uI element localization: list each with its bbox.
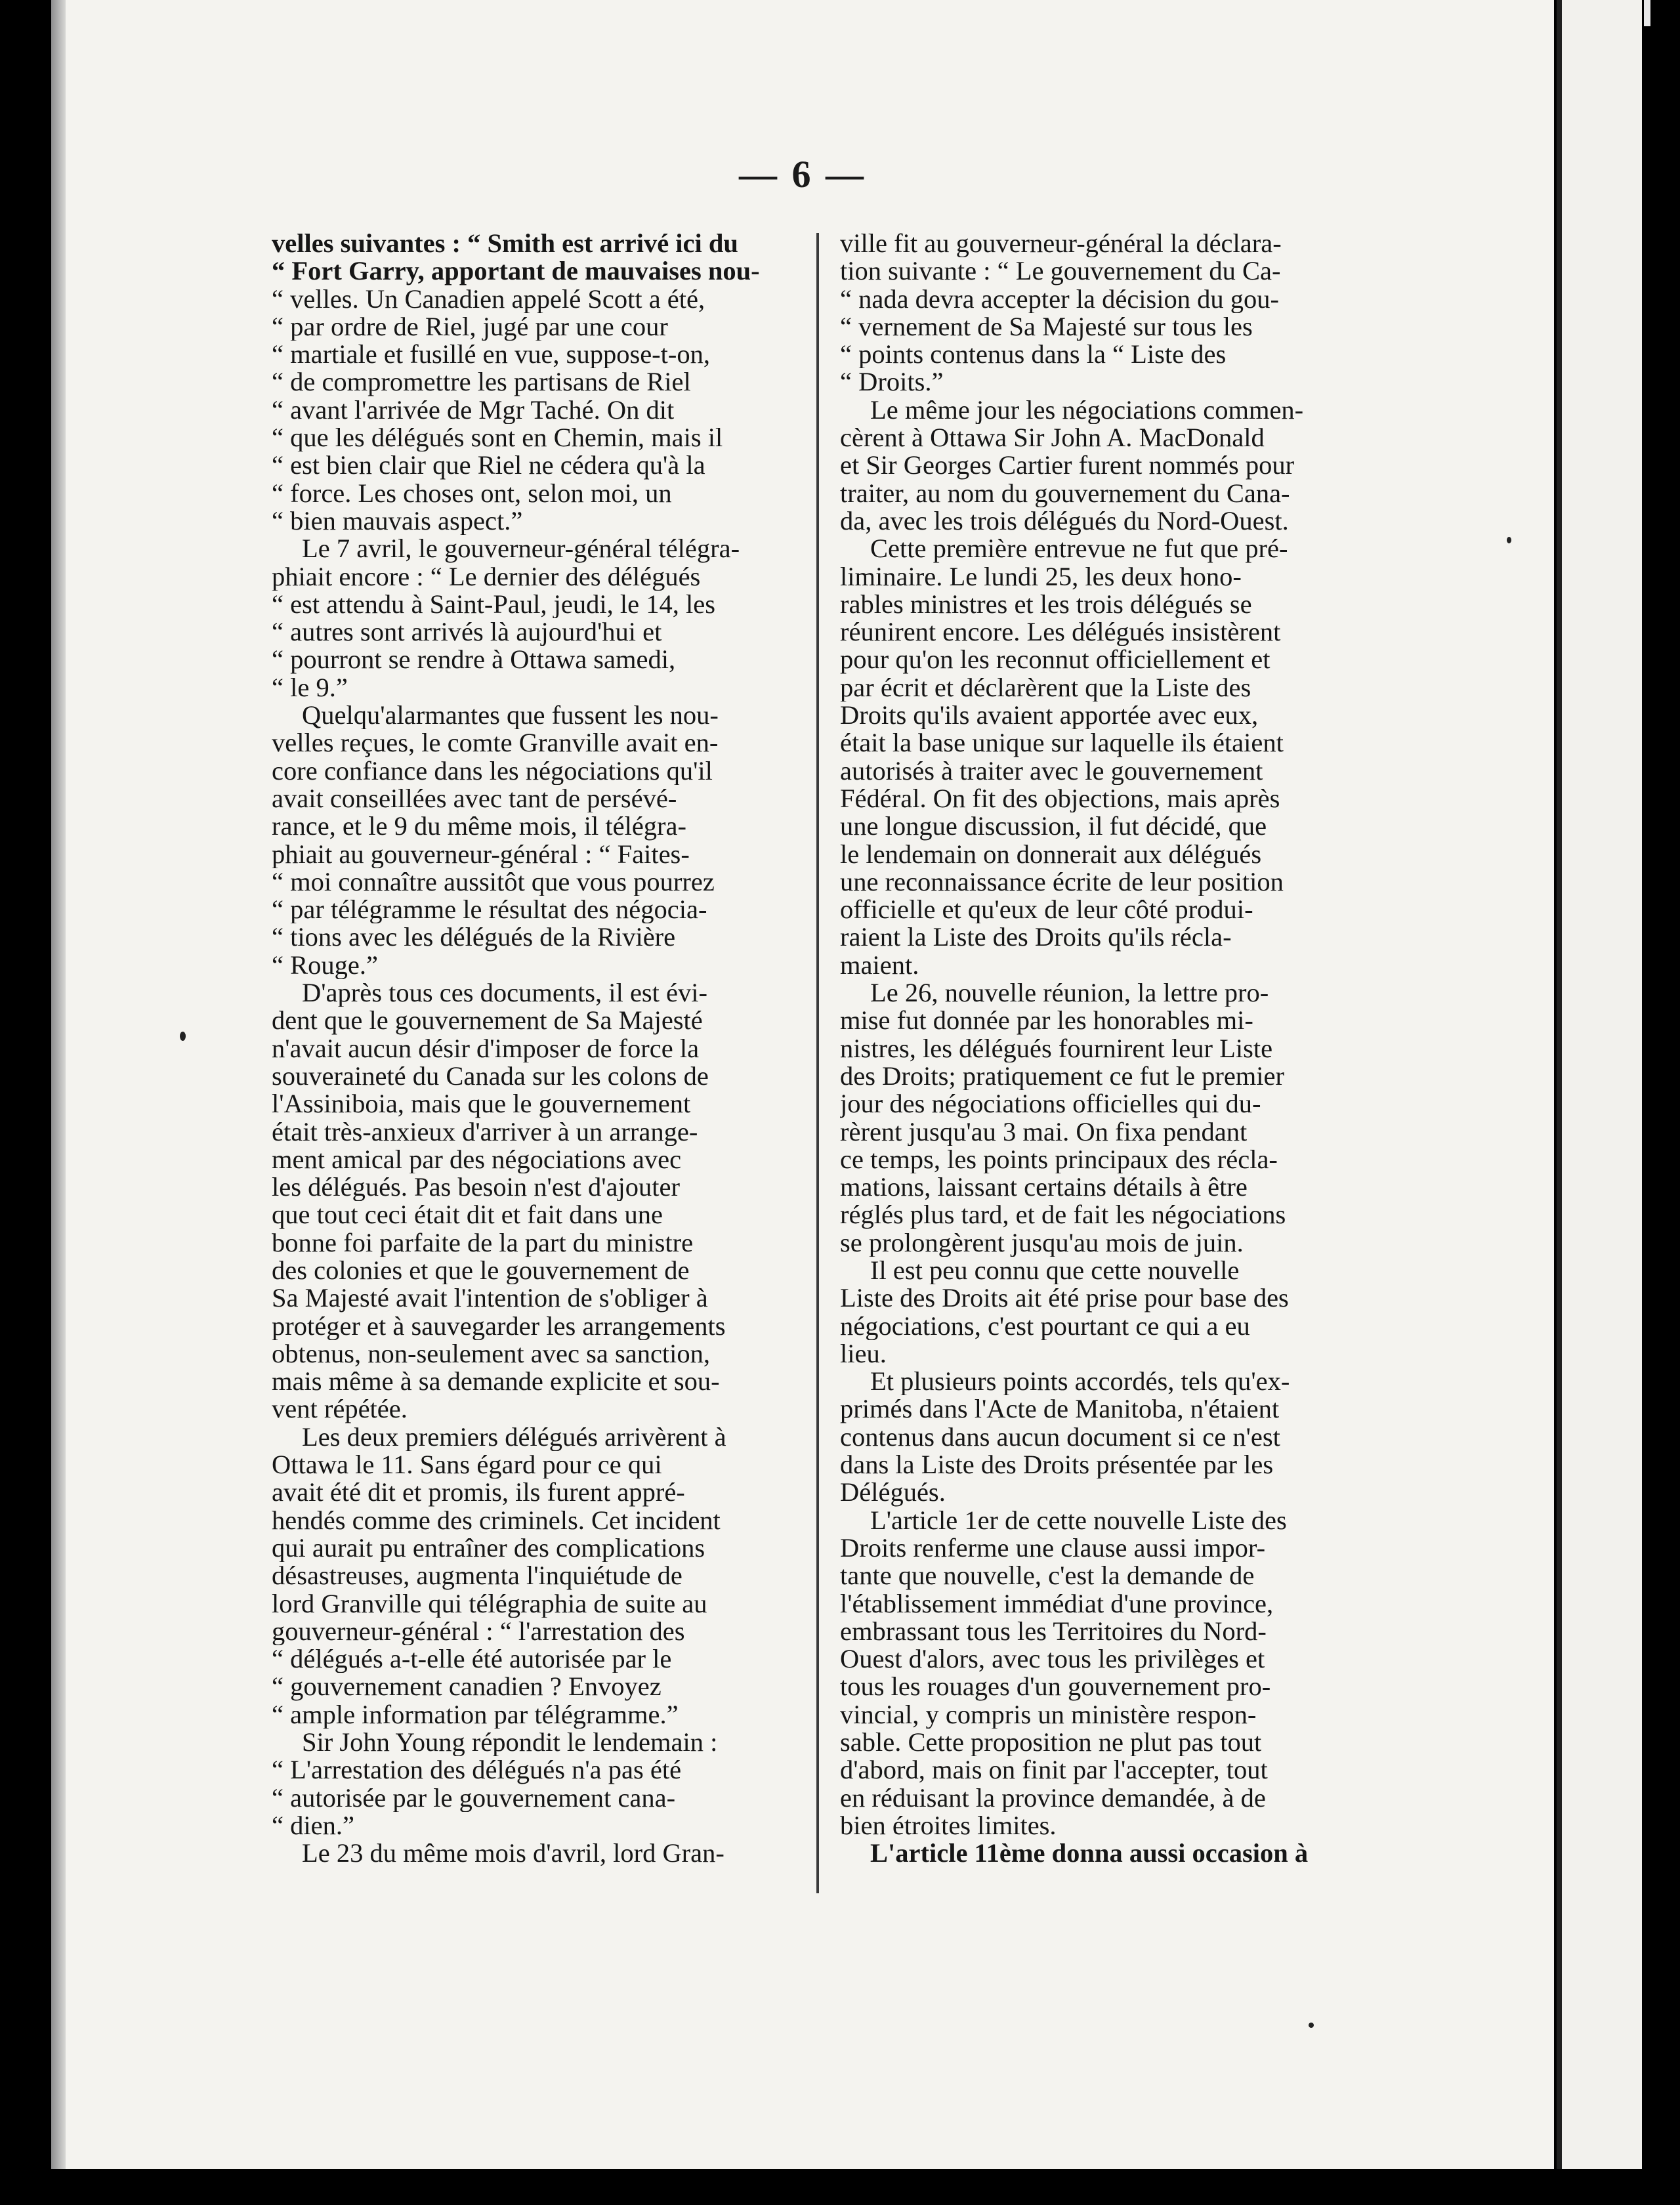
text-line: par écrit et déclarèrent que la Liste des	[840, 673, 1251, 702]
text-line: lieu.	[840, 1339, 887, 1368]
text-line: “ points contenus dans la “ Liste des	[840, 341, 1227, 369]
text-line: l'établissement immédiat d'une province,	[840, 1589, 1274, 1618]
text-line: qui aurait pu entraîner des complications	[272, 1534, 705, 1563]
text-line: et Sir Georges Cartier furent nommés pour	[840, 452, 1295, 480]
text-line: réglés plus tard, et de fait les négociations	[840, 1201, 1286, 1229]
text-line: nistres, les délégués fournirent leur Liste	[840, 1034, 1273, 1062]
text-line: avait été dit et promis, ils furent appré-	[272, 1479, 685, 1507]
text-line: officielle et qu'eux de leur côté produi-	[840, 896, 1253, 924]
text-line: “ par ordre de Riel, jugé par une cour	[272, 312, 668, 341]
text-line: vent répétée.	[272, 1395, 408, 1423]
text-line: cèrent à Ottawa Sir John A. MacDonald	[840, 424, 1265, 452]
text-line: “ force. Les choses ont, selon moi, un	[272, 479, 672, 507]
text-line: “ moi connaître aussitôt que vous pourrez	[272, 868, 715, 896]
ink-speck	[1507, 537, 1511, 543]
text-line: mais même à sa demande explicite et sou-	[272, 1368, 720, 1396]
text-line: L'article 1er de cette nouvelle Liste des	[870, 1506, 1287, 1534]
text-line: négociations, c'est pourtant ce qui a eu	[840, 1312, 1250, 1340]
text-line: l'Assiniboia, mais que le gouvernement	[272, 1090, 691, 1118]
text-line: “ tions avec les délégués de la Rivière	[272, 923, 676, 952]
text-line: “ nada devra accepter la décision du gou-	[840, 285, 1280, 313]
text-line: se prolongèrent jusqu'au mois de juin.	[840, 1228, 1244, 1257]
adjacent-page-edge	[1557, 0, 1642, 2169]
text-line: Et plusieurs points accordés, tels qu'ex-	[870, 1368, 1290, 1396]
text-line: des Droits; pratiquement ce fut le premier	[840, 1062, 1285, 1091]
left-column	[272, 230, 858, 1868]
text-line: gouverneur-général : “ l'arrestation des	[272, 1617, 685, 1646]
text-line: contenus dans aucun document si ce n'est	[840, 1423, 1280, 1452]
text-line: le lendemain on donnerait aux délégués	[840, 840, 1262, 868]
text-line: une reconnaissance écrite de leur position	[840, 868, 1284, 896]
text-line: “ Droits.”	[840, 368, 944, 396]
text-line: liminaire. Le lundi 25, les deux hono-	[840, 562, 1242, 591]
text-line: pour qu'on les reconnut officiellement et	[840, 646, 1270, 674]
text-line: était très-anxieux d'arriver à un arrange-	[272, 1118, 698, 1146]
text-line: “ est bien clair que Riel ne cédera qu'à la	[272, 452, 705, 480]
text-line: “ gouvernement canadien ? Envoyez	[272, 1673, 662, 1701]
text-line: “ velles. Un Canadien appelé Scott a été,	[272, 285, 705, 313]
text-line: tion suivante : “ Le gouvernement du Ca-	[840, 257, 1281, 285]
text-line: autorisés à traiter avec le gouvernement	[840, 757, 1263, 785]
text-line: Sir John Young répondit le lendemain :	[302, 1729, 718, 1757]
scanned-page	[51, 0, 1554, 2169]
text-line: rance, et le 9 du même mois, il télégra-	[272, 812, 687, 841]
text-line: “ bien mauvais aspect.”	[272, 507, 523, 536]
text-line: mise fut donnée par les honorables mi-	[840, 1007, 1253, 1035]
text-line: L'article 11ème donna aussi occasion à	[870, 1839, 1309, 1868]
text-line: Fédéral. On fit des objections, mais après	[840, 784, 1280, 813]
text-line: jour des négociations officielles qui du-	[840, 1090, 1261, 1118]
text-line: ville fit au gouverneur-général la déclara-	[840, 230, 1282, 258]
text-line: embrassant tous les Territoires du Nord-	[840, 1617, 1267, 1646]
page-gutter-line	[1557, 0, 1562, 2169]
text-line: Liste des Droits ait été prise pour base des	[840, 1284, 1289, 1312]
text-line: D'après tous ces documents, il est évi-	[302, 979, 708, 1007]
text-line: en réduisant la province demandée, à de	[840, 1784, 1266, 1812]
text-line: les délégués. Pas besoin n'est d'ajouter	[272, 1173, 680, 1202]
text-line: Le 7 avril, le gouverneur-général télégra-	[302, 535, 740, 563]
text-line: “ par télégramme le résultat des négocia-	[272, 896, 707, 924]
text-line: tante que nouvelle, c'est la demande de	[840, 1562, 1255, 1590]
text-line: “ vernement de Sa Majesté sur tous les	[840, 312, 1253, 341]
text-line: velles reçues, le comte Granville avait en-	[272, 729, 719, 757]
text-line: Quelqu'alarmantes que fussent les nou-	[302, 702, 719, 730]
text-line: rèrent jusqu'au 3 mai. On fixa pendant	[840, 1118, 1248, 1146]
text-line: Droits renferme une clause aussi impor-	[840, 1534, 1266, 1563]
text-line: désastreuses, augmenta l'inquiétude de	[272, 1562, 682, 1590]
text-line: tous les rouages d'un gouvernement pro-	[840, 1673, 1271, 1701]
text-line: “ le 9.”	[272, 673, 348, 702]
text-line: “ délégués a-t-elle été autorisée par le	[272, 1645, 672, 1673]
text-line: rables ministres et les trois délégués se	[840, 590, 1252, 619]
text-line: Cette première entrevue ne fut que pré-	[870, 535, 1288, 563]
text-line: “ autres sont arrivés là aujourd'hui et	[272, 618, 662, 646]
text-line: traiter, au nom du gouvernement du Cana-	[840, 479, 1290, 507]
text-line: “ de compromettre les partisans de Riel	[272, 368, 691, 396]
text-line: Le même jour les négociations commen-	[870, 396, 1304, 425]
ink-speck	[180, 1032, 186, 1041]
text-line: “ avant l'arrivée de Mgr Taché. On dit	[272, 396, 675, 425]
text-line: Ouest d'alors, avec tous les privilèges et	[840, 1645, 1265, 1673]
text-line: “ est attendu à Saint-Paul, jeudi, le 14, les	[272, 590, 715, 619]
text-line: “ L'arrestation des délégués n'a pas été	[272, 1756, 682, 1784]
text-line: Le 26, nouvelle réunion, la lettre pro-	[870, 979, 1269, 1007]
text-line: Les deux premiers délégués arrivèrent à	[302, 1423, 726, 1452]
text-line: “ Fort Garry, apportant de mauvaises nou-	[272, 257, 760, 285]
text-line: hendés comme des criminels. Cet incident	[272, 1506, 721, 1534]
text-line: bonne foi parfaite de la part du ministre	[272, 1228, 694, 1257]
text-line: que tout ceci était dit et fait dans une	[272, 1201, 663, 1229]
text-line: da, avec les trois délégués du Nord-Ouest.	[840, 507, 1289, 536]
text-line: n'avait aucun désir d'imposer de force la	[272, 1034, 700, 1062]
text-line: d'abord, mais on finit par l'accepter, tout	[840, 1756, 1268, 1784]
corner-mark	[1644, 0, 1650, 26]
text-line: phiait encore : “ Le dernier des délégués	[272, 562, 701, 591]
text-line: core confiance dans les négociations qu'il	[272, 757, 713, 785]
text-line: Il est peu connu que cette nouvelle	[870, 1256, 1240, 1285]
text-line: Droits qu'ils avaient apportée avec eux,	[840, 702, 1259, 730]
text-line: réunirent encore. Les délégués insistèrent	[840, 618, 1281, 646]
text-line: protéger et à sauvegarder les arrangements	[272, 1312, 726, 1340]
text-line: ce temps, les points principaux des récla-	[840, 1145, 1278, 1174]
text-line: des colonies et que le gouvernement de	[272, 1256, 690, 1285]
right-column	[840, 230, 1438, 1868]
text-line: souveraineté du Canada sur les colons de	[272, 1062, 709, 1091]
text-line: bien étroites limites.	[840, 1811, 1057, 1840]
text-line: obtenus, non-seulement avec sa sanction,	[272, 1339, 711, 1368]
text-line: dans la Liste des Droits présentée par les	[840, 1451, 1274, 1479]
text-line: “ autorisée par le gouvernement cana-	[272, 1784, 676, 1812]
text-line: Ottawa le 11. Sans égard pour ce qui	[272, 1451, 662, 1479]
text-line: Le 23 du même mois d'avril, lord Gran-	[302, 1839, 724, 1868]
text-line: mations, laissant certains détails à être	[840, 1173, 1248, 1202]
text-line: une longue discussion, il fut décidé, que	[840, 812, 1267, 841]
text-line: primés dans l'Acte de Manitoba, n'étaient	[840, 1395, 1280, 1423]
text-line: maient.	[840, 951, 919, 980]
text-line: avait conseillées avec tant de persévé-	[272, 784, 677, 813]
text-line: vincial, y compris un ministère respon-	[840, 1700, 1257, 1729]
text-line: raient la Liste des Droits qu'ils récla-	[840, 923, 1232, 952]
text-line: sable. Cette proposition ne plut pas tout	[840, 1729, 1262, 1757]
text-line: “ ample information par télégramme.”	[272, 1700, 679, 1729]
text-line: Délégués.	[840, 1479, 946, 1507]
column-divider	[816, 233, 819, 1893]
text-line: dent que le gouvernement de Sa Majesté	[272, 1007, 703, 1035]
text-line: “ que les délégués sont en Chemin, mais il	[272, 424, 723, 452]
text-line: lord Granville qui télégraphia de suite au	[272, 1589, 707, 1618]
text-line: “ Rouge.”	[272, 951, 378, 980]
page-edge-shadow	[51, 0, 66, 2169]
text-line: “ dien.”	[272, 1811, 354, 1840]
text-line: “ martiale et fusillé en vue, suppose-t-on,	[272, 341, 711, 369]
text-line: phiait au gouverneur-général : “ Faites-	[272, 840, 690, 868]
text-line: velles suivantes : “ Smith est arrivé ici du	[272, 230, 738, 258]
text-line: ment amical par des négociations avec	[272, 1145, 682, 1174]
ink-speck	[1309, 2023, 1314, 2028]
page-number: — 6 —	[739, 153, 866, 196]
text-line: Sa Majesté avait l'intention de s'obliger à	[272, 1284, 708, 1312]
text-line: “ pourront se rendre à Ottawa samedi,	[272, 646, 676, 674]
text-line: était la base unique sur laquelle ils étaient	[840, 729, 1284, 757]
